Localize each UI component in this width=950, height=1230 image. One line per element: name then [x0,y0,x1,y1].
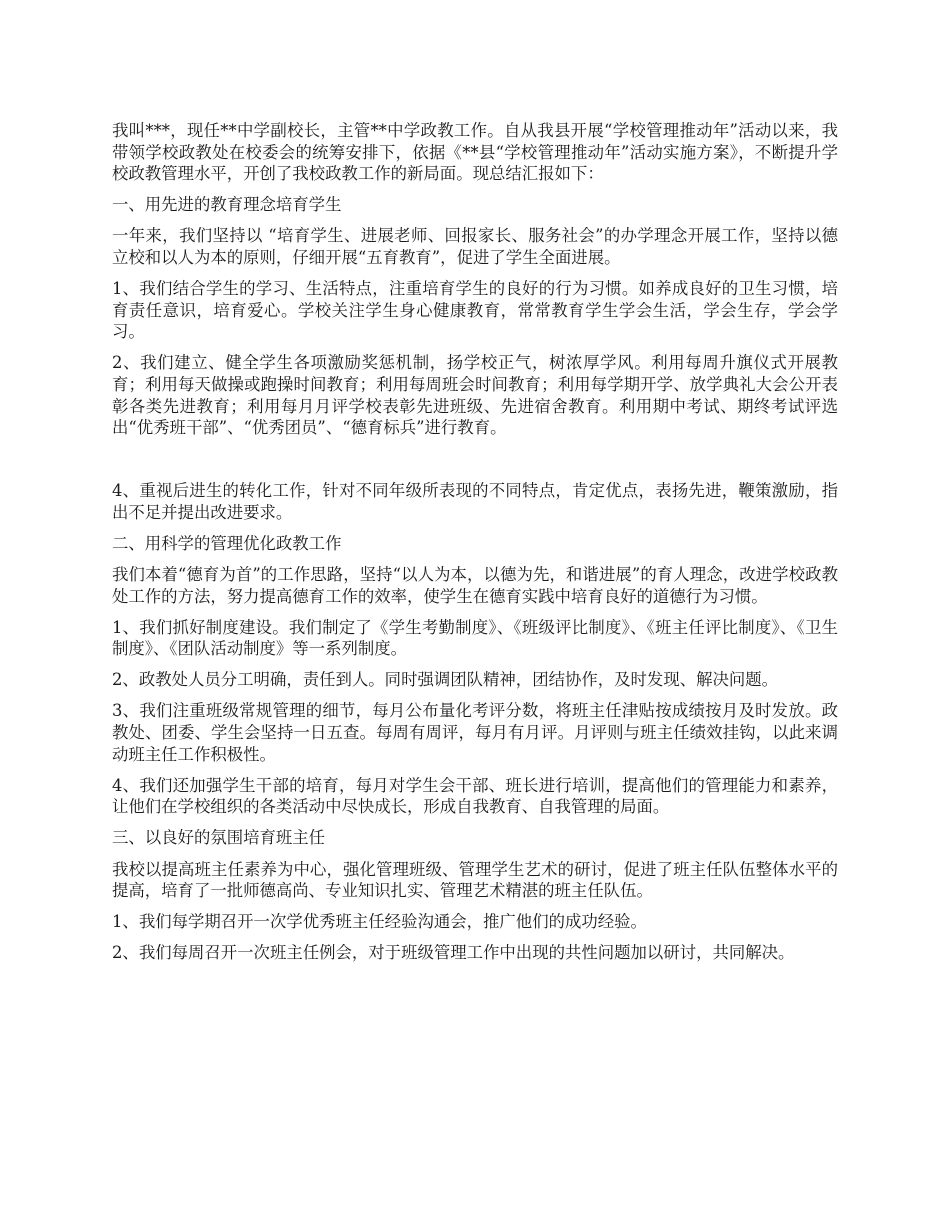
section-2-item-4: 4、我们还加强学生干部的培育，每月对学生会干部、班长进行培训，提高他们的管理能力和素养，让他们在学校组织的各类活动中尽快成长，形成自我教育、自我管理的局面。 [112,775,838,817]
document-body [112,120,838,973]
section-2-item-3: 3、我们注重班级常规管理的细节，每月公布量化考评分数，将班主任津贴按成绩按月及时发放。政教处、团委、学生会坚持一日五查。每周有周评，每月有月评。月评则与班主任绩效挂钩，以此来调动班主任工作积极性。 [112,701,838,764]
section-3-item-2: 2、我们每周召开一次班主任例会，对于班级管理工作中出现的共性问题加以研讨，共同解决。 [112,943,795,963]
section-2-item-2: 2、政教处人员分工明确，责任到人。同时强调团队精神，团结协作，及时发现、解决问题。 [112,670,779,690]
section-1-item-2: 2、我们建立、健全学生各项激励奖惩机制，扬学校正气，树浓厚学风。利用每周升旗仪式开展教育；利用每天做操或跑操时间教育；利用每周班会时间教育；利用每学期开学、放学典礼大会公开表彰各类先进教育；利用每月月评学校表彰先进班级、先进宿舍教育。利用期中考试、期终考试评选出“优秀班干部”、“优秀团员”、“德育标兵”进行教育。 [112,353,838,438]
section-1-item-4: 4、重视后进生的转化工作，针对不同年级所表现的不同特点，肯定优点，表扬先进，鞭策激励，指出不足并提出改进要求。 [112,481,838,522]
section-3-paragraph: 我校以提高班主任素养为中心，强化管理班级、管理学生艺术的研讨，促进了班主任队伍整体水平的提高，培育了一批师德高尚、专业知识扎实、管理艺术精湛的班主任队伍。 [112,859,838,901]
section-1-paragraph: 一年来，我们坚持以 “培育学生、进展老师、回报家长、服务社会”的办学理念开展工作，坚持以德立校和以人为本的原则，仔细开展“五育教育”，促进了学生全面进展。 [112,226,838,267]
intro-paragraph: 我叫***，现任**中学副校长，主管**中学政教工作。自从我县开展“学校管理推动年”活动以来，我带领学校政教处在校委会的统筹安排下，依据《**县“学校管理推动年”活动实施方案》，不断提升学校政教管理水平，开创了我校政教工作的新局面。现总结汇报如下： [112,121,838,184]
section-3-item-1: 1、我们每学期召开一次学优秀班主任经验沟通会，推广他们的成功经验。 [112,912,647,932]
section-2-paragraph: 我们本着“德育为首”的工作思路，坚持“以人为本，以德为先，和谐进展”的育人理念，改进学校政教处工作的方法，努力提高德育工作的效率，使学生在德育实践中培育良好的道德行为习惯。 [112,565,838,606]
blank-gap [112,448,838,480]
section-2-heading: 二、用科学的管理优化政教工作 [112,533,342,553]
section-2-item-1: 1、我们抓好制度建设。我们制定了《学生考勤制度》、《班级评比制度》、《班主任评比制度》、《卫生制度》、《团队活动制度》等一系列制度。 [112,617,838,659]
section-1-heading: 一、用先进的教育理念培育学生 [112,195,342,215]
section-1-item-1: 1、我们结合学生的学习、生活特点，注重培育学生的良好的行为习惯。如养成良好的卫生习惯，培育责任意识，培育爱心。学校关注学生身心健康教育，常常教育学生学会生活，学会生存，学会学习。 [112,279,838,342]
section-3-heading: 三、以良好的氛围培育班主任 [112,828,326,848]
